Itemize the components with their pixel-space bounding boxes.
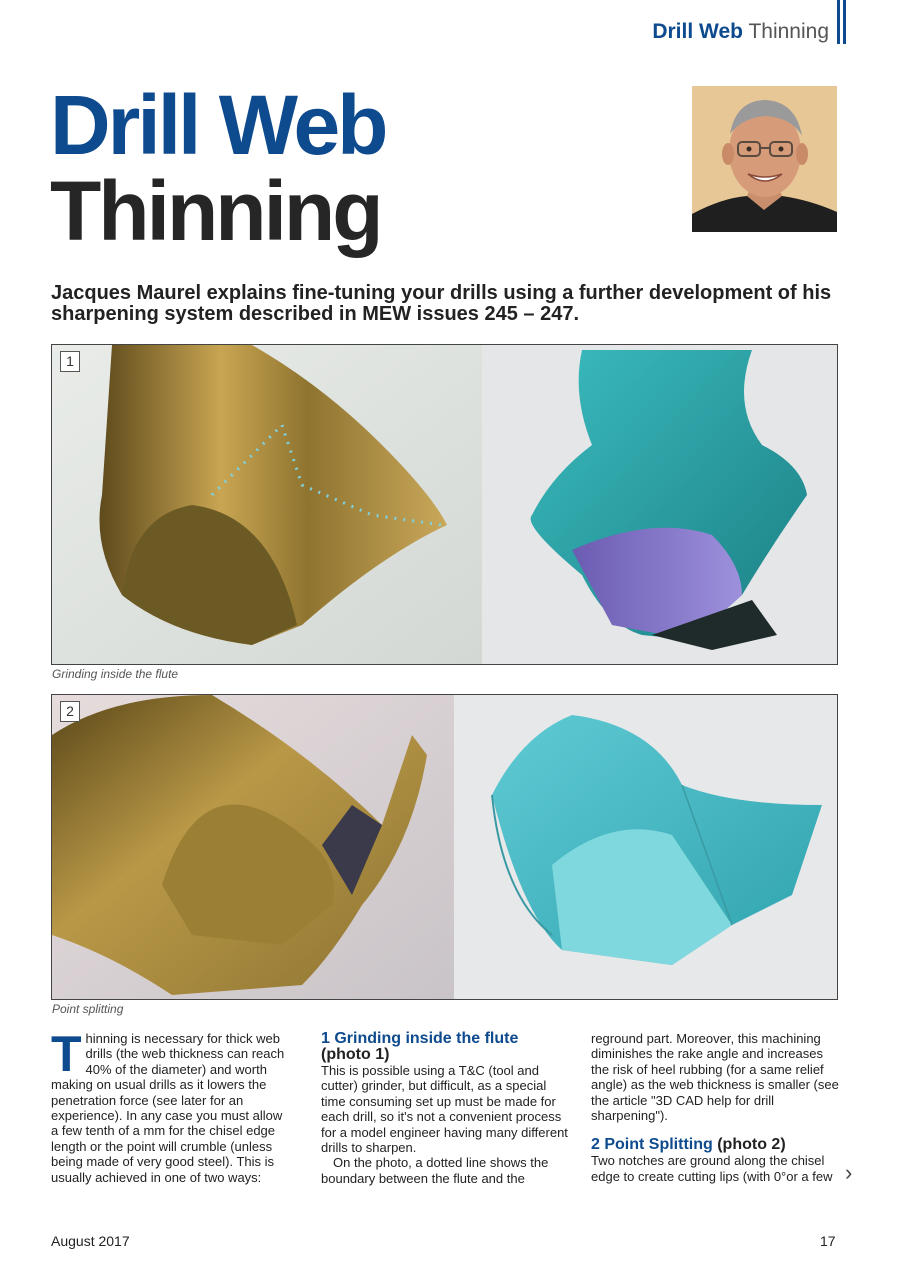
running-header-light: Thinning xyxy=(748,20,829,43)
body-column-3 xyxy=(591,1031,839,1184)
section-1-paragraph-3: reground part. Moreover, this machining diminishes the rake angle and increases the risk of heel rubbing (for a same relief angle) as the web thickness is smaller (see the article "3D CAD help for drill sharpening"). xyxy=(591,1031,839,1124)
footer-date: August 2017 xyxy=(51,1233,130,1249)
section-1-paragraph-2: On the photo, a dotted line shows the boundary between the flute and the xyxy=(321,1155,549,1186)
figure-1-number: 1 xyxy=(60,351,80,372)
continue-arrow-icon: › xyxy=(845,1160,853,1185)
figure-1-photo xyxy=(51,344,838,665)
section-2-heading-text: 2 Point Splitting xyxy=(591,1136,713,1154)
figure-2-photo xyxy=(51,694,838,1000)
drop-cap: T xyxy=(51,1026,82,1082)
author-portrait xyxy=(692,86,837,232)
article-title-line-1: Drill Web xyxy=(50,78,386,172)
page-number: 17 xyxy=(820,1233,836,1249)
header-bars-decoration xyxy=(837,0,847,44)
figure-2-number: 2 xyxy=(60,701,80,722)
running-header xyxy=(652,20,829,44)
body-column-1 xyxy=(51,1026,287,1185)
running-header-bold: Drill Web xyxy=(652,20,743,43)
intro-paragraph: hinning is necessary for thick web drills (the web thickness can reach 40% of the diameter) and worth making on usual drills as it lowers the penetration force (see later for an experience). In any case you must allow a few tenth of a mm for the chisel edge length or the point will crumble (unless being made of very good steel). This is usually achieved in one of two ways: xyxy=(51,1031,285,1185)
figure-1-caption: Grinding inside the flute xyxy=(52,667,179,681)
section-1-heading-text: 1 Grinding inside the flute xyxy=(321,1030,519,1047)
section-1-paragraph-1: This is possible using a T&C (tool and cutter) grinder, but difficult, as a special time consuming set up must be made for each drill, so it's not a convenient process for a model engineer having many different drills to sharpen. xyxy=(321,1063,568,1156)
section-1-heading xyxy=(321,1031,569,1063)
section-2-paragraph-1: Two notches are ground along the chisel edge to create cutting lips (with 0°or a few xyxy=(591,1153,833,1184)
figure-2-caption: Point splitting xyxy=(52,1002,124,1016)
body-column-2 xyxy=(321,1031,569,1186)
section-2-heading-photo-ref: (photo 2) xyxy=(717,1136,786,1154)
section-1-heading-photo-ref: (photo 1) xyxy=(321,1046,390,1063)
article-title-line-2: Thinning xyxy=(50,164,381,258)
standfirst: Jacques Maurel explains fine-tuning your drills using a further development of his sharpening system described in MEW issues 245 – 247. xyxy=(51,282,832,325)
section-2-heading xyxy=(591,1137,839,1153)
